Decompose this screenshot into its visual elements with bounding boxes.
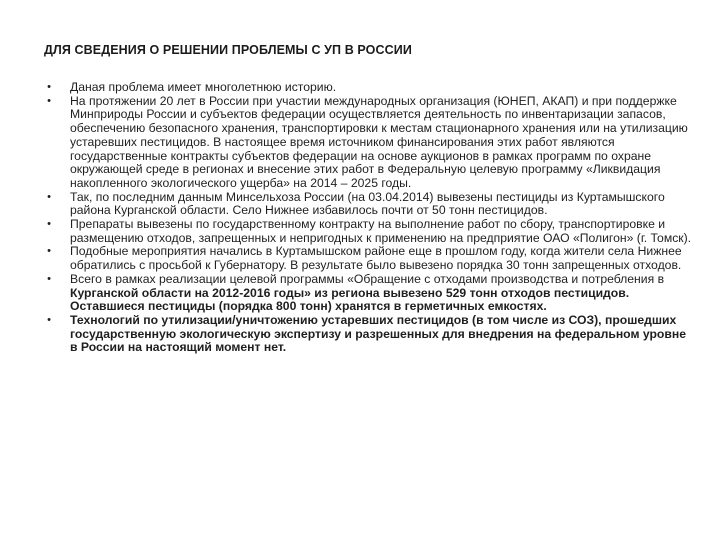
bullet-item-3: [28, 191, 696, 218]
bullet-item-6: [28, 273, 696, 314]
bullet-marker: •: [47, 313, 51, 326]
bullet-text-7: Технологий по утилизации/уничтожению устаревших пестицидов (в том числе из СОЗ), прошедших государственную экологическую экспертизу и разрешенных для внедрения на федеральном уровне в России на настоящий момент нет.: [70, 312, 687, 355]
slide-title: ДЛЯ СВЕДЕНИЯ О РЕШЕНИИ ПРОБЛЕМЫ С УП В РОССИИ: [44, 43, 412, 57]
bullet-text-6-normal: Всего в рамках реализации целевой программы «Обращение с отходами производства и потребления в: [70, 271, 665, 286]
bullet-text-3: Так, по последним данным Минсельхоза России (на 03.04.2014) вывезены пестициды из Куртамышского района Курганской области. Село Нижнее избавилось почти от 50 тонн пестицидов.: [70, 189, 665, 218]
bullet-item-2: [28, 95, 696, 191]
bullet-text-4: Препараты вывезены по государственному контракту на выполнение работ по сбору, транспортировке и размещению отходов, запрещенных и непригодных к применению на предприятие ОАО «Полигон» (г. Томск).: [70, 217, 692, 245]
bullet-marker: •: [47, 245, 51, 258]
bullet-text-1: Даная проблема имеет многолетнюю историю.: [70, 80, 337, 94]
bullet-item-1: [28, 81, 696, 95]
bullet-marker: •: [47, 94, 51, 107]
bullet-marker: •: [47, 218, 51, 231]
bullet-marker: •: [47, 81, 51, 93]
bullet-text-5: Подобные мероприятия начались в Куртамышском районе еще в прошлом году, когда жители села Нижнее обратились с просьбой к Губернатору. В результате было вывезено порядка 30 тонн запрещенных отходов.: [70, 244, 682, 273]
bullet-item-7: [28, 314, 696, 355]
bullet-marker: •: [47, 190, 51, 203]
bullet-list: [28, 81, 696, 355]
bullet-item-4: [28, 218, 696, 245]
bullet-text-2: На протяжении 20 лет в России при участии международных организация (ЮНЕП, АКАП) и при поддержке Минприроды России и субъектов федерации осуществляется деятельность по инвентаризации запасов, обеспечению безопасного хранения, транспортировки к местам стационарного хранения или на утилизацию устаревших пестицидов. В настоящее время источником финансирования этих работ являются государственные контракты субъектов федерации на основе аукционов в рамках программ по охране окружающей среде в регионах и внесение этих работ в Федеральную целевую программу «Ликвидация накопленного экологического ущерба» на 2014 – 2025 годы.: [70, 93, 688, 190]
bullet-marker: •: [47, 272, 51, 285]
bullet-text-6: [70, 273, 696, 314]
bullet-item-5: [28, 245, 696, 272]
bullet-text-6-bold: Курганской области на 2012-2016 годы» из региона вывезено 529 тонн отходов пестицидов. Оставшиеся пестициды (порядка 800 тонн) хранятся в герметичных емкостях.: [70, 285, 630, 314]
